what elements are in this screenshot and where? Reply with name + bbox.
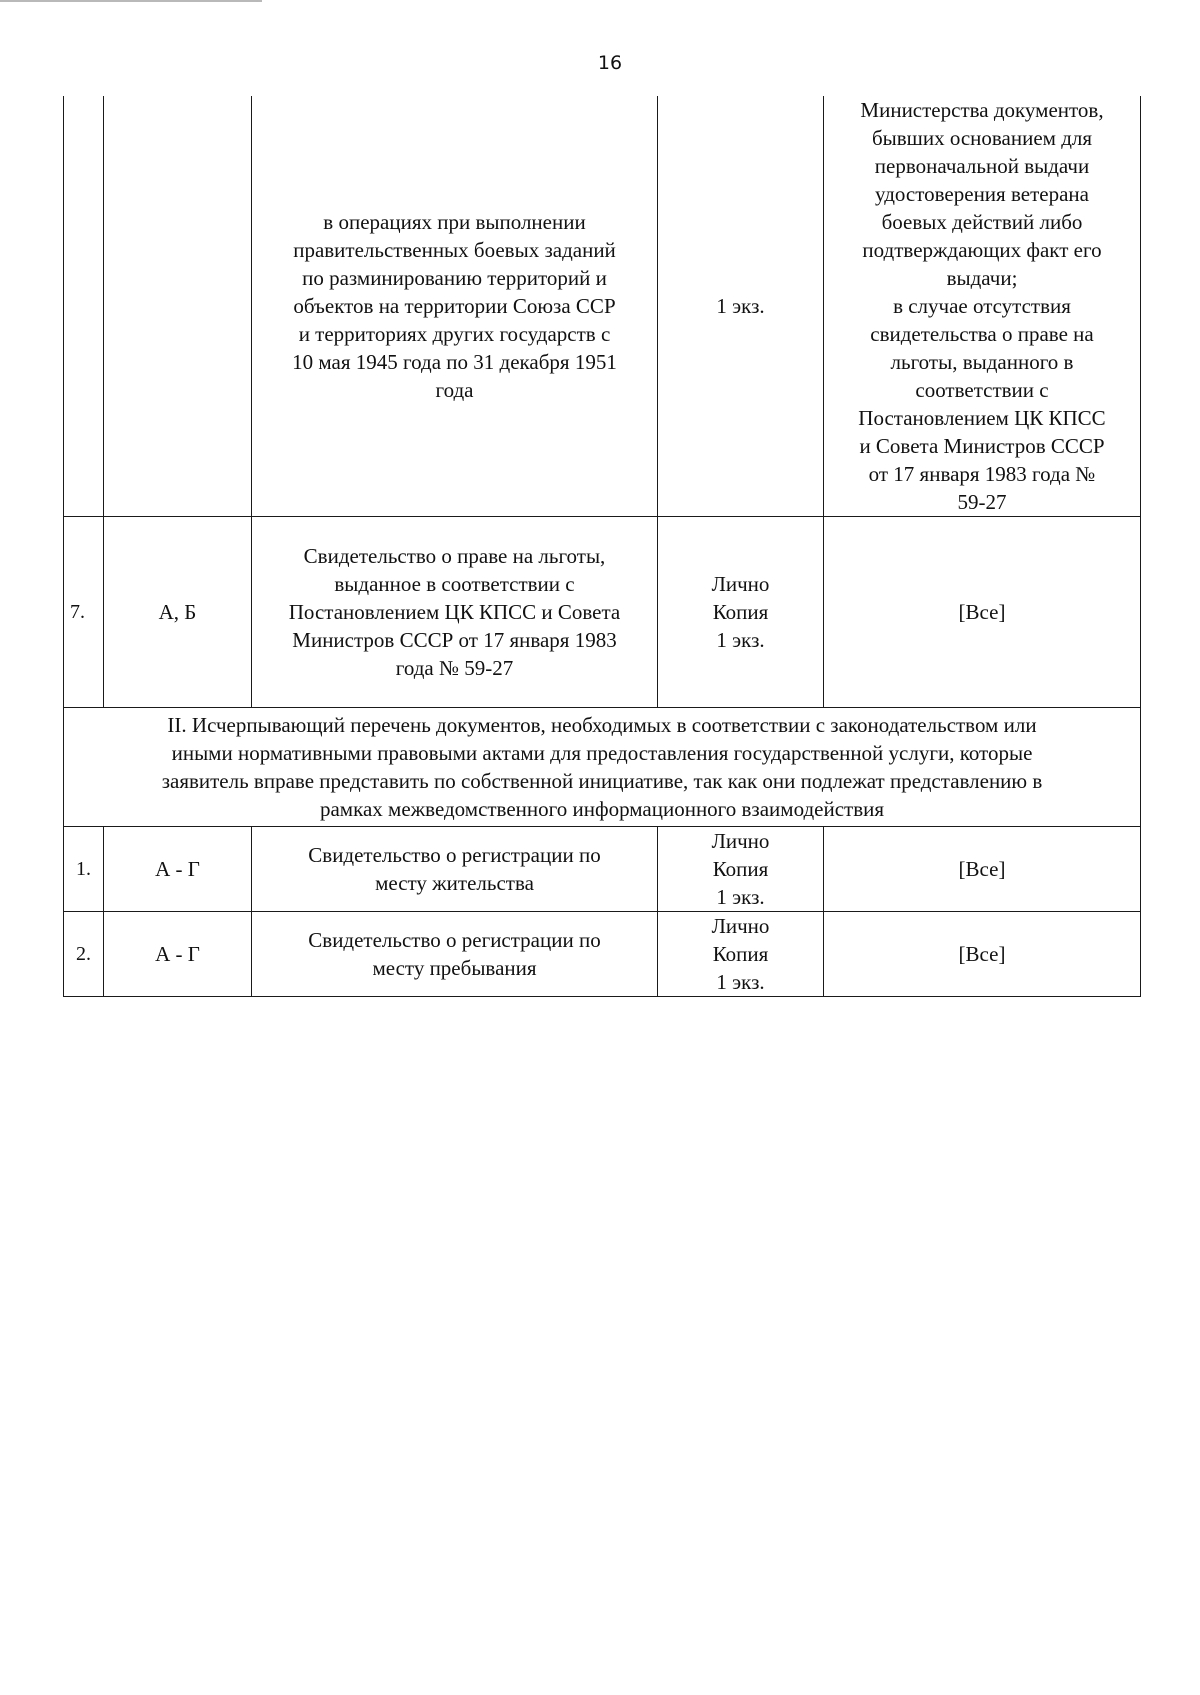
description-line: Министров СССР от 17 января 1983 — [292, 628, 617, 652]
form-line: Лично — [711, 829, 770, 853]
notes-line: от 17 января 1983 года № — [868, 462, 1096, 486]
cell-notes: [Все] — [824, 517, 1141, 708]
table-row — [64, 912, 1141, 997]
cell-number: 7. — [64, 517, 104, 708]
notes-line: свидетельства о праве на — [870, 322, 1094, 346]
section-heading — [64, 708, 1141, 827]
notes-line: Министерства документов, — [860, 98, 1104, 122]
cell-form — [658, 517, 824, 708]
cell-category: А - Г — [104, 827, 252, 912]
form-line: Копия — [712, 600, 769, 624]
notes-line: Постановлением ЦК КПСС — [858, 406, 1106, 430]
notes-line: боевых действий либо — [881, 210, 1083, 234]
description-line: месту пребывания — [372, 956, 537, 980]
cell-notes — [824, 96, 1141, 517]
cell-description — [252, 96, 658, 517]
section-heading-line: рамках межведомственного информационного взаимодействия — [319, 797, 885, 821]
scan-edge-mark — [0, 0, 262, 2]
notes-line: удостоверения ветерана — [875, 182, 1089, 206]
cell-notes: [Все] — [824, 827, 1141, 912]
table-row-continuation — [64, 96, 1141, 517]
description-line: месту жительства — [375, 871, 534, 895]
cell-description — [252, 912, 658, 997]
notes-line: бывших основанием для — [871, 126, 1093, 150]
description-line: выданное в соответствии с — [334, 572, 575, 596]
section-heading-line: заявитель вправе представить по собственной инициативе, так как они подлежат представлению в — [161, 769, 1043, 793]
notes-line: льготы, выданного в — [890, 350, 1074, 374]
cell-number — [64, 96, 104, 517]
cell-number: 2. — [64, 912, 104, 997]
form-line: Лично — [711, 572, 770, 596]
cell-category — [104, 96, 252, 517]
section-heading-line: II. Исчерпывающий перечень документов, необходимых в соответствии с законодательством или — [167, 713, 1037, 737]
form-line: 1 экз. — [716, 885, 765, 909]
form-line: Лично — [711, 914, 770, 938]
cell-category: А, Б — [104, 517, 252, 708]
page-number: 16 — [597, 52, 623, 74]
cell-number: 1. — [64, 827, 104, 912]
table-row — [64, 827, 1141, 912]
notes-line: 59-27 — [957, 490, 1007, 514]
description-line: по разминированию территорий и — [302, 266, 607, 290]
description-line: правительственных боевых заданий — [293, 238, 616, 262]
notes-line: выдачи; — [946, 266, 1018, 290]
documents-table — [63, 96, 1141, 997]
section-heading-line: иными нормативными правовыми актами для предоставления государственной услуги, которые — [171, 741, 1033, 765]
description-line: года № 59-27 — [395, 656, 514, 680]
cell-description — [252, 827, 658, 912]
notes-line: подтверждающих факт его — [862, 238, 1102, 262]
form-line: 1 экз. — [716, 628, 765, 652]
description-line: Свидетельство о праве на льготы, — [303, 544, 606, 568]
description-line: Свидетельство о регистрации по — [308, 928, 601, 952]
notes-line: и Совета Министров СССР — [859, 434, 1105, 458]
notes-line: первоначальной выдачи — [874, 154, 1090, 178]
cell-category: А - Г — [104, 912, 252, 997]
cell-form — [658, 912, 824, 997]
description-line: Свидетельство о регистрации по — [308, 843, 601, 867]
form-line: Копия — [712, 942, 769, 966]
cell-notes: [Все] — [824, 912, 1141, 997]
description-line: объектов на территории Союза ССР — [293, 294, 616, 318]
section-heading-row — [64, 708, 1141, 827]
cell-description — [252, 517, 658, 708]
description-line: Постановлением ЦК КПСС и Совета — [288, 600, 621, 624]
form-line: Копия — [712, 857, 769, 881]
notes-line: в случае отсутствия — [893, 294, 1071, 318]
cell-form: 1 экз. — [658, 96, 824, 517]
notes-line: соответствии с — [915, 378, 1049, 402]
cell-form — [658, 827, 824, 912]
description-line: в операциях при выполнении — [323, 210, 586, 234]
description-line: года — [435, 378, 474, 402]
description-line: 10 мая 1945 года по 31 декабря 1951 — [292, 350, 617, 374]
form-line: 1 экз. — [716, 970, 765, 994]
description-line: и территориях других государств с — [298, 322, 611, 346]
table-row — [64, 517, 1141, 708]
